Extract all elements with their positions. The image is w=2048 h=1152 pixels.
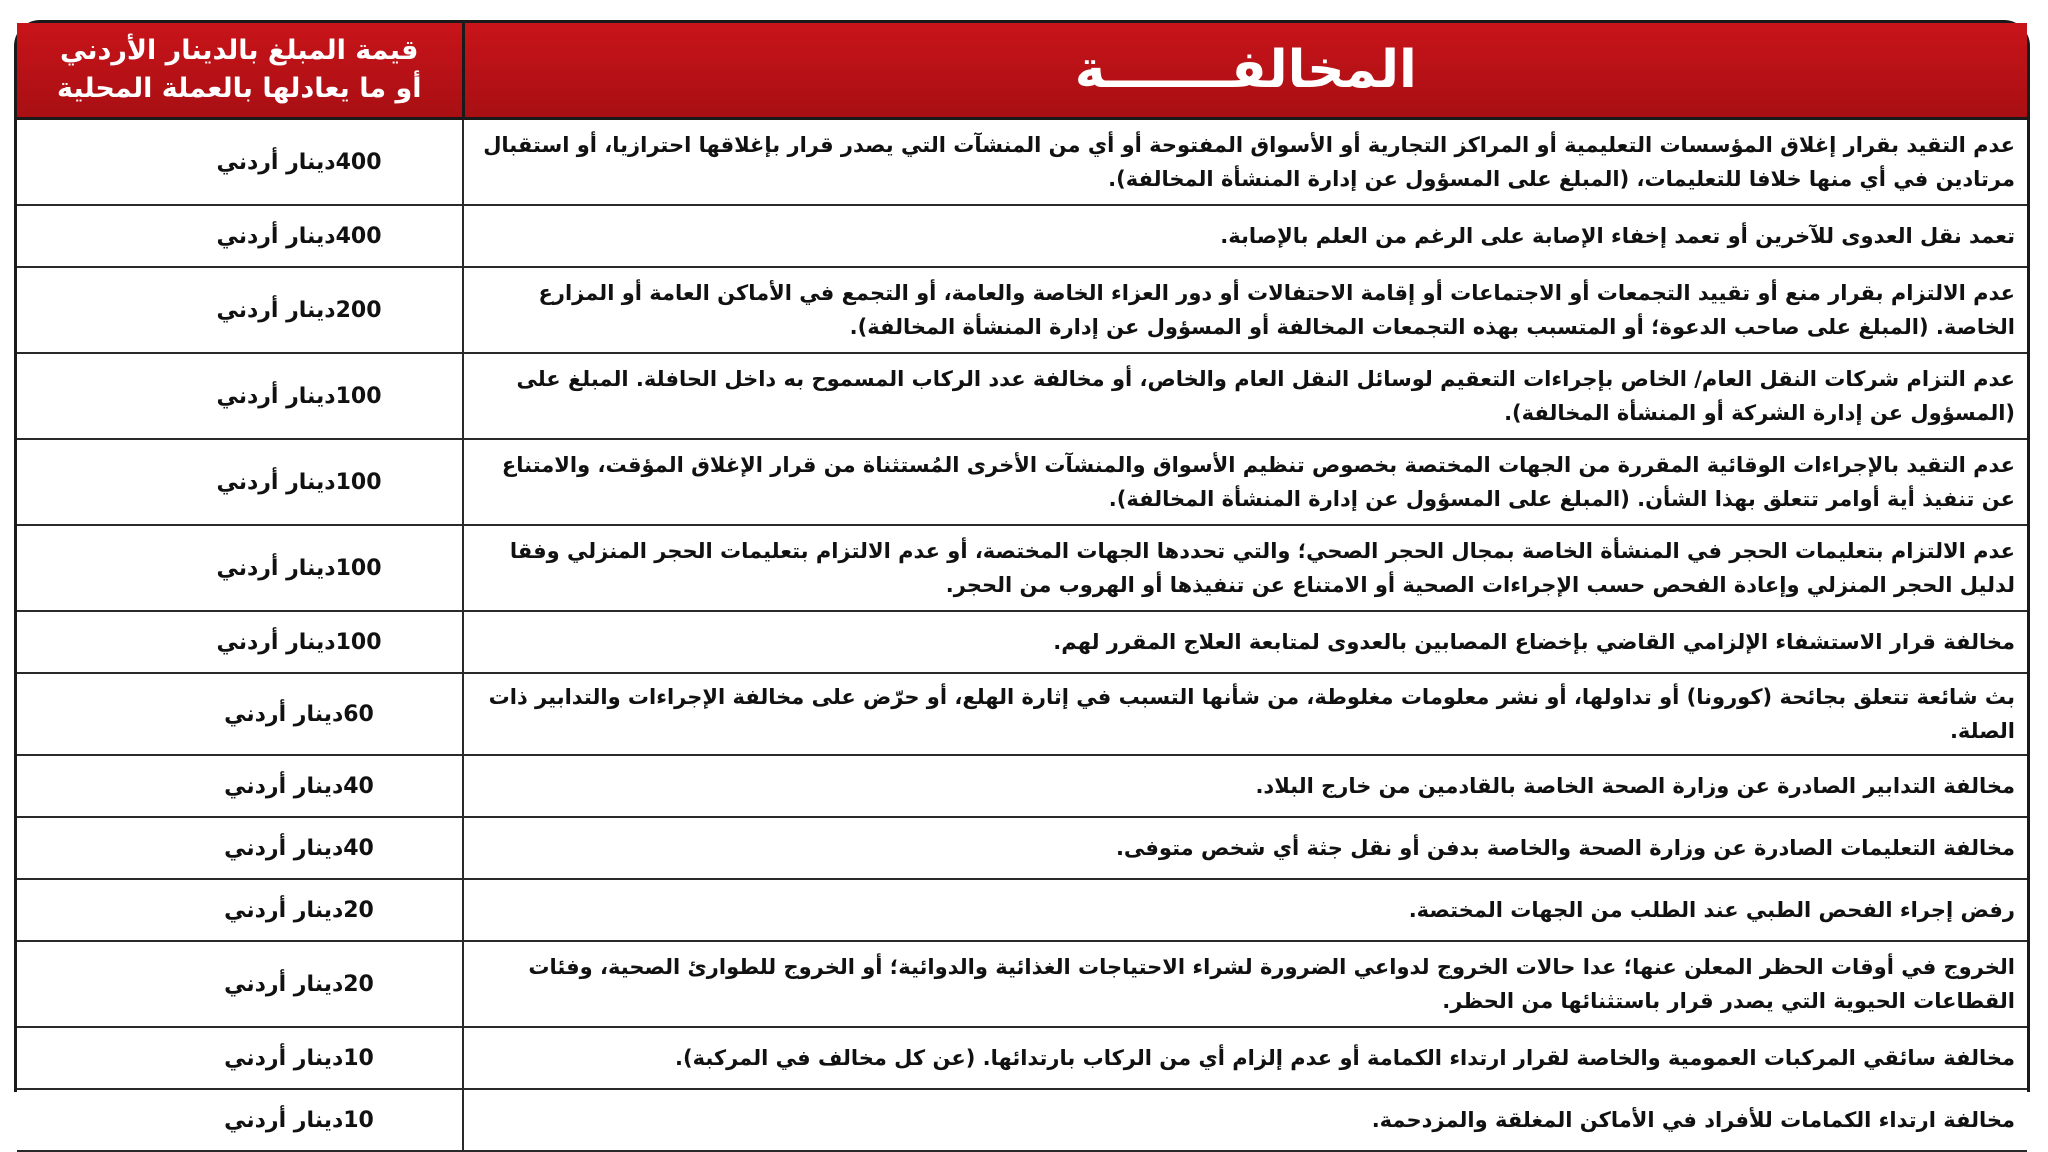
violation-cell: عدم التقيد بقرار إغلاق المؤسسات التعليمية أو المراكز التجارية أو الأسواق المفتوحة أو أي من المنشآت التي يصدر قرار بإغلاقها احترازيا، أو استقبال مرتادين في أي منها خلافا للتعليمات، (المبلغ على المسؤول عن إدارة المنشأة المخالفة). <box>463 119 2027 206</box>
violation-cell: مخالفة سائقي المركبات العمومية والخاصة لقرار ارتداء الكمامة أو عدم إلزام أي من الركاب بارتدائها. (عن كل مخالف في المركبة). <box>463 1027 2027 1089</box>
violation-cell: الخروج في أوقات الحظر المعلن عنها؛ عدا حالات الخروج لدواعي الضرورة لشراء الاحتياجات الغذائية والدوائية؛ أو الخروج للطوارئ الصحية، وفئات القطاعات الحيوية التي يصدر قرار باستثنائها من الحظر. <box>463 941 2027 1027</box>
violation-cell: مخالفة التدابير الصادرة عن وزارة الصحة الخاصة بالقادمين من خارج البلاد. <box>463 755 2027 817</box>
table-row <box>17 119 2027 206</box>
fine-amount-cell: 100دينار أردني <box>17 611 463 673</box>
fine-amount-cell: 100دينار أردني <box>17 353 463 439</box>
violation-cell: عدم الالتزام بتعليمات الحجر في المنشأة الخاصة بمجال الحجر الصحي؛ والتي تحددها الجهات المختصة، أو عدم الالتزام بتعليمات الحجر المنزلي وفقا لدليل الحجر المنزلي وإعادة الفحص حسب الإجراءات الصحية أو الامتناع عن تنفيذها أو الهروب من الحجر. <box>463 525 2027 611</box>
fine-amount-cell: 400دينار أردني <box>17 205 463 267</box>
fine-amount-cell: 100دينار أردني <box>17 525 463 611</box>
table-row <box>17 673 2027 755</box>
amount-header-line-1: قيمة المبلغ بالدينار الأردني <box>60 35 419 66</box>
fine-amount-cell: 40دينار أردني <box>17 755 463 817</box>
violation-cell: مخالفة قرار الاستشفاء الإلزامي القاضي بإخضاع المصابين بالعدوى لمتابعة العلاج المقرر لهم. <box>463 611 2027 673</box>
fines-table <box>17 23 2027 1152</box>
fines-table-body <box>17 119 2027 1152</box>
fine-amount-cell: 20دينار أردني <box>17 879 463 941</box>
fine-amount-cell: 200دينار أردني <box>17 267 463 353</box>
violation-cell: بث شائعة تتعلق بجائحة (كورونا) أو تداولها، أو نشر معلومات مغلوطة، من شأنها التسبب في إثارة الهلع، أو حرّض على مخالفة الإجراءات والتدابير ذات الصلة. <box>463 673 2027 755</box>
violation-cell: عدم التقيد بالإجراءات الوقائية المقررة من الجهات المختصة بخصوص تنظيم الأسواق والمنشآت الأخرى المُستثناة من قرار الإغلاق المؤقت، والامتناع عن تنفيذ أية أوامر تتعلق بهذا الشأن. (المبلغ على المسؤول عن إدارة المنشأة المخالفة). <box>463 439 2027 525</box>
table-row <box>17 1027 2027 1089</box>
table-row <box>17 941 2027 1027</box>
fine-amount-cell: 100دينار أردني <box>17 439 463 525</box>
table-row <box>17 525 2027 611</box>
fine-amount-cell: 60دينار أردني <box>17 673 463 755</box>
violation-cell: رفض إجراء الفحص الطبي عند الطلب من الجهات المختصة. <box>463 879 2027 941</box>
table-row <box>17 879 2027 941</box>
fine-amount-cell: 20دينار أردني <box>17 941 463 1027</box>
table-row <box>17 439 2027 525</box>
fine-amount-cell: 40دينار أردني <box>17 817 463 879</box>
violation-cell: تعمد نقل العدوى للآخرين أو تعمد إخفاء الإصابة على الرغم من العلم بالإصابة. <box>463 205 2027 267</box>
table-row <box>17 1089 2027 1151</box>
fine-amount-cell: 10دينار أردني <box>17 1089 463 1151</box>
amount-header-line-2: أو ما يعادلها بالعملة المحلية <box>57 73 422 104</box>
fine-amount-cell: 10دينار أردني <box>17 1027 463 1089</box>
violation-cell: عدم الالتزام بقرار منع أو تقييد التجمعات أو الاجتماعات أو إقامة الاحتفالات أو دور العزاء الخاصة والعامة، أو التجمع في الأماكن العامة أو المزارع الخاصة. (المبلغ على صاحب الدعوة؛ أو المتسبب بهذه التجمعات المخالفة أو المسؤول عن إدارة المنشأة المخالفة). <box>463 267 2027 353</box>
table-row <box>17 817 2027 879</box>
fines-table-frame <box>14 20 2030 1133</box>
table-row <box>17 353 2027 439</box>
violation-cell: مخالفة ارتداء الكمامات للأفراد في الأماكن المغلقة والمزدحمة. <box>463 1089 2027 1151</box>
violation-column-header: المخالفـــــــة <box>463 23 2027 119</box>
violation-cell: عدم التزام شركات النقل العام/ الخاص بإجراءات التعقيم لوسائل النقل العام والخاص، أو مخالفة عدد الركاب المسموح به داخل الحافلة. المبلغ على (المسؤول عن إدارة الشركة أو المنشأة المخالفة). <box>463 353 2027 439</box>
table-row <box>17 267 2027 353</box>
table-row <box>17 611 2027 673</box>
amount-column-header <box>17 23 463 119</box>
header-row <box>17 23 2027 119</box>
violation-cell: مخالفة التعليمات الصادرة عن وزارة الصحة والخاصة بدفن أو نقل جثة أي شخص متوفى. <box>463 817 2027 879</box>
fine-amount-cell: 400دينار أردني <box>17 119 463 206</box>
table-row <box>17 205 2027 267</box>
table-row <box>17 755 2027 817</box>
